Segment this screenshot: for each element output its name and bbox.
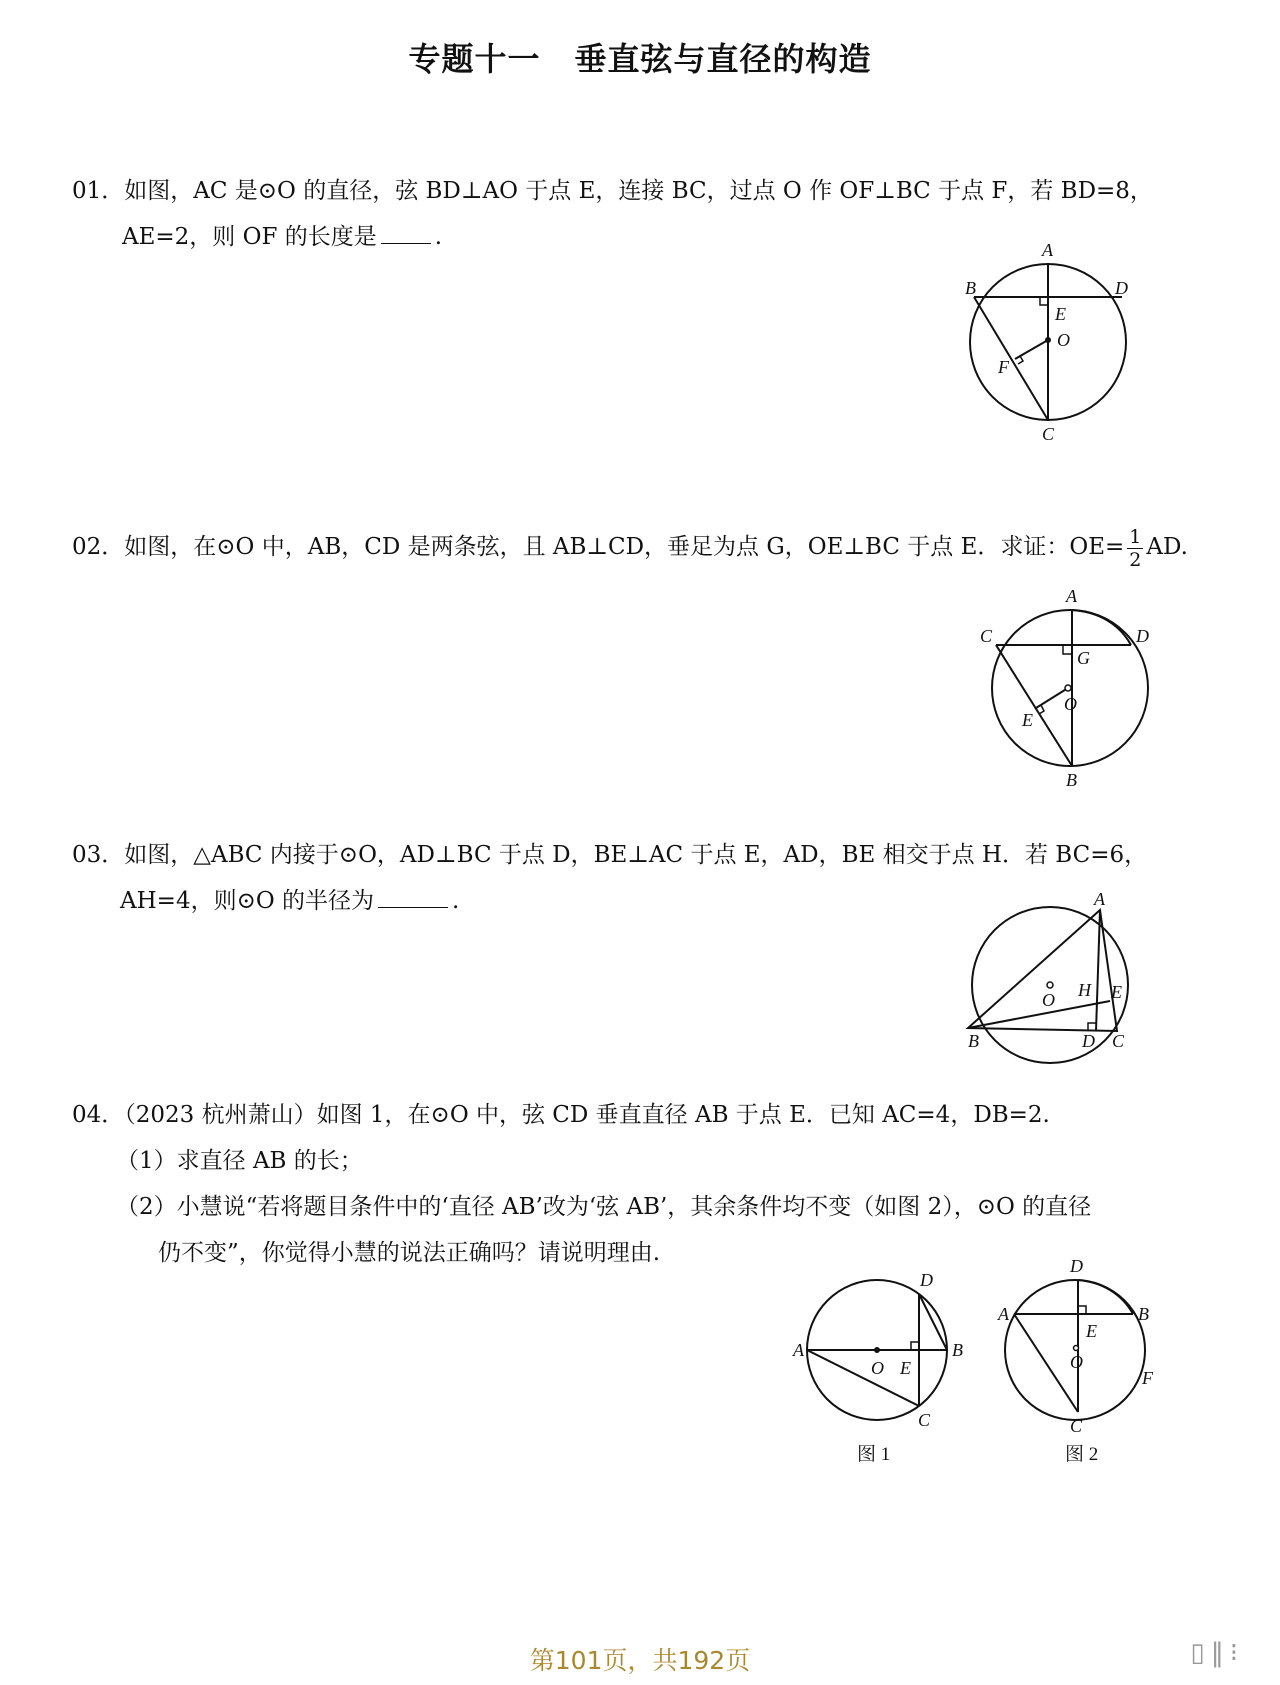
fig4a-caption: 图 1 (857, 1444, 891, 1465)
fig3-label-a: A (1094, 889, 1105, 909)
fraction-denominator: 2 (1129, 548, 1142, 571)
question-01-line-1: 01．如图，AC 是⊙O 的直径，弦 BD⊥AO 于点 E，连接 BC，过点 O 作 OF⊥BC 于点 F，若 BD=8， (72, 178, 1153, 204)
fig1-label-b: B (965, 278, 976, 298)
page-layout-icon[interactable]: ▯ (1190, 1638, 1211, 1668)
figure-q02 (960, 586, 1160, 790)
fig4a-label-c: C (918, 1410, 931, 1430)
figure-q04-2 (990, 1256, 1190, 1482)
fig4a-label-d: D (920, 1270, 933, 1290)
fig4a-label-e: E (900, 1358, 911, 1378)
title-topic-number: 专题十一 (408, 40, 541, 78)
question-03-line-2-text: AH=4，则⊙O 的半径为 (120, 888, 375, 914)
scroll-mode-icon[interactable]: ‖ (1210, 1638, 1230, 1668)
fig4b-label-b: B (1138, 1304, 1149, 1324)
fig1-label-c: C (1042, 424, 1055, 444)
fig3-label-d: D (1082, 1031, 1095, 1051)
fraction-one-half (1127, 526, 1143, 571)
question-03-tail: . (452, 888, 460, 914)
fig4b-caption: 图 2 (1065, 1444, 1099, 1465)
page-indicator: 第101页，共192页 (529, 1646, 751, 1675)
answer-blank (381, 223, 431, 244)
figure-q04-1 (782, 1262, 982, 1482)
fig1-label-f: F (998, 357, 1009, 377)
fig2-label-a: A (1066, 586, 1077, 606)
fig3-label-e: E (1111, 982, 1122, 1002)
answer-blank (378, 887, 448, 908)
fig2-label-d: D (1136, 626, 1149, 646)
figure-q01 (960, 240, 1160, 450)
page-title (0, 34, 1280, 80)
question-04-line-1: 04．（2023 杭州萧山）如图 1，在⊙O 中，弦 CD 垂直直径 AB 于点 E．已知 AC=4，DB=2. (72, 1102, 1050, 1128)
fig1-label-e: E (1055, 304, 1066, 324)
question-02 (72, 519, 1188, 575)
fig4b-label-e: E (1086, 1321, 1097, 1341)
question-01-tail: . (434, 224, 443, 250)
fig3-label-b: B (968, 1031, 979, 1051)
fig3-label-c: C (1112, 1031, 1125, 1051)
question-04-part-2-line-1: （2）小慧说“若将题目条件中的‘直径 AB’改为‘弦 AB’，其余条件均不变（如图 2），⊙O 的直径 (116, 1194, 1092, 1220)
viewer-toolbar[interactable] (1190, 1638, 1244, 1668)
fig4a-label-b: B (952, 1340, 963, 1360)
question-04-part-2-line-2: 仍不变”，你觉得小慧的说法正确吗？请说明理由. (158, 1240, 661, 1266)
question-02-text: 02．如图，在⊙O 中，AB，CD 是两条弦，且 AB⊥CD，垂足为点 G，OE⊥BC 于点 E．求证：OE= (72, 534, 1125, 560)
fraction-numerator: 1 (1129, 525, 1142, 548)
fig4a-label-o: O (871, 1358, 884, 1378)
fig2-label-e: E (1022, 710, 1033, 730)
question-04 (72, 1092, 1091, 1276)
fig2-label-b: B (1066, 770, 1077, 790)
menu-icon[interactable]: ⁝ (1229, 1638, 1244, 1668)
question-01-line-2-text: AE=2，则 OF 的长度是 (122, 224, 377, 250)
fig4b-label-c: C (1070, 1416, 1083, 1436)
question-02-tail: AD. (1146, 534, 1188, 560)
fig2-label-g: G (1077, 648, 1090, 668)
question-04-part-1: （1）求直径 AB 的长； (116, 1148, 363, 1174)
figure-q03 (960, 889, 1160, 1065)
fig1-label-d: D (1115, 278, 1128, 298)
fig1-label-o: O (1057, 330, 1070, 350)
title-topic-name: 垂直弦与直径的构造 (574, 40, 872, 78)
fig4b-label-f: F (1142, 1368, 1153, 1388)
fig3-label-o: O (1042, 990, 1055, 1010)
question-03-line-1: 03．如图，△ABC 内接于⊙O，AD⊥BC 于点 D，BE⊥AC 于点 E，AD，BE 相交于点 H．若 BC=6， (72, 842, 1148, 868)
fig2-label-c: C (980, 626, 993, 646)
fig4b-label-o: O (1070, 1352, 1083, 1372)
question-02-line (72, 519, 1188, 575)
fig3-label-h: H (1078, 980, 1091, 1000)
fig2-label-o: O (1064, 694, 1077, 714)
fig4b-label-a: A (998, 1304, 1009, 1324)
fig4b-label-d: D (1070, 1256, 1083, 1276)
fig4a-label-a: A (793, 1340, 804, 1360)
fig1-label-a: A (1042, 240, 1053, 260)
